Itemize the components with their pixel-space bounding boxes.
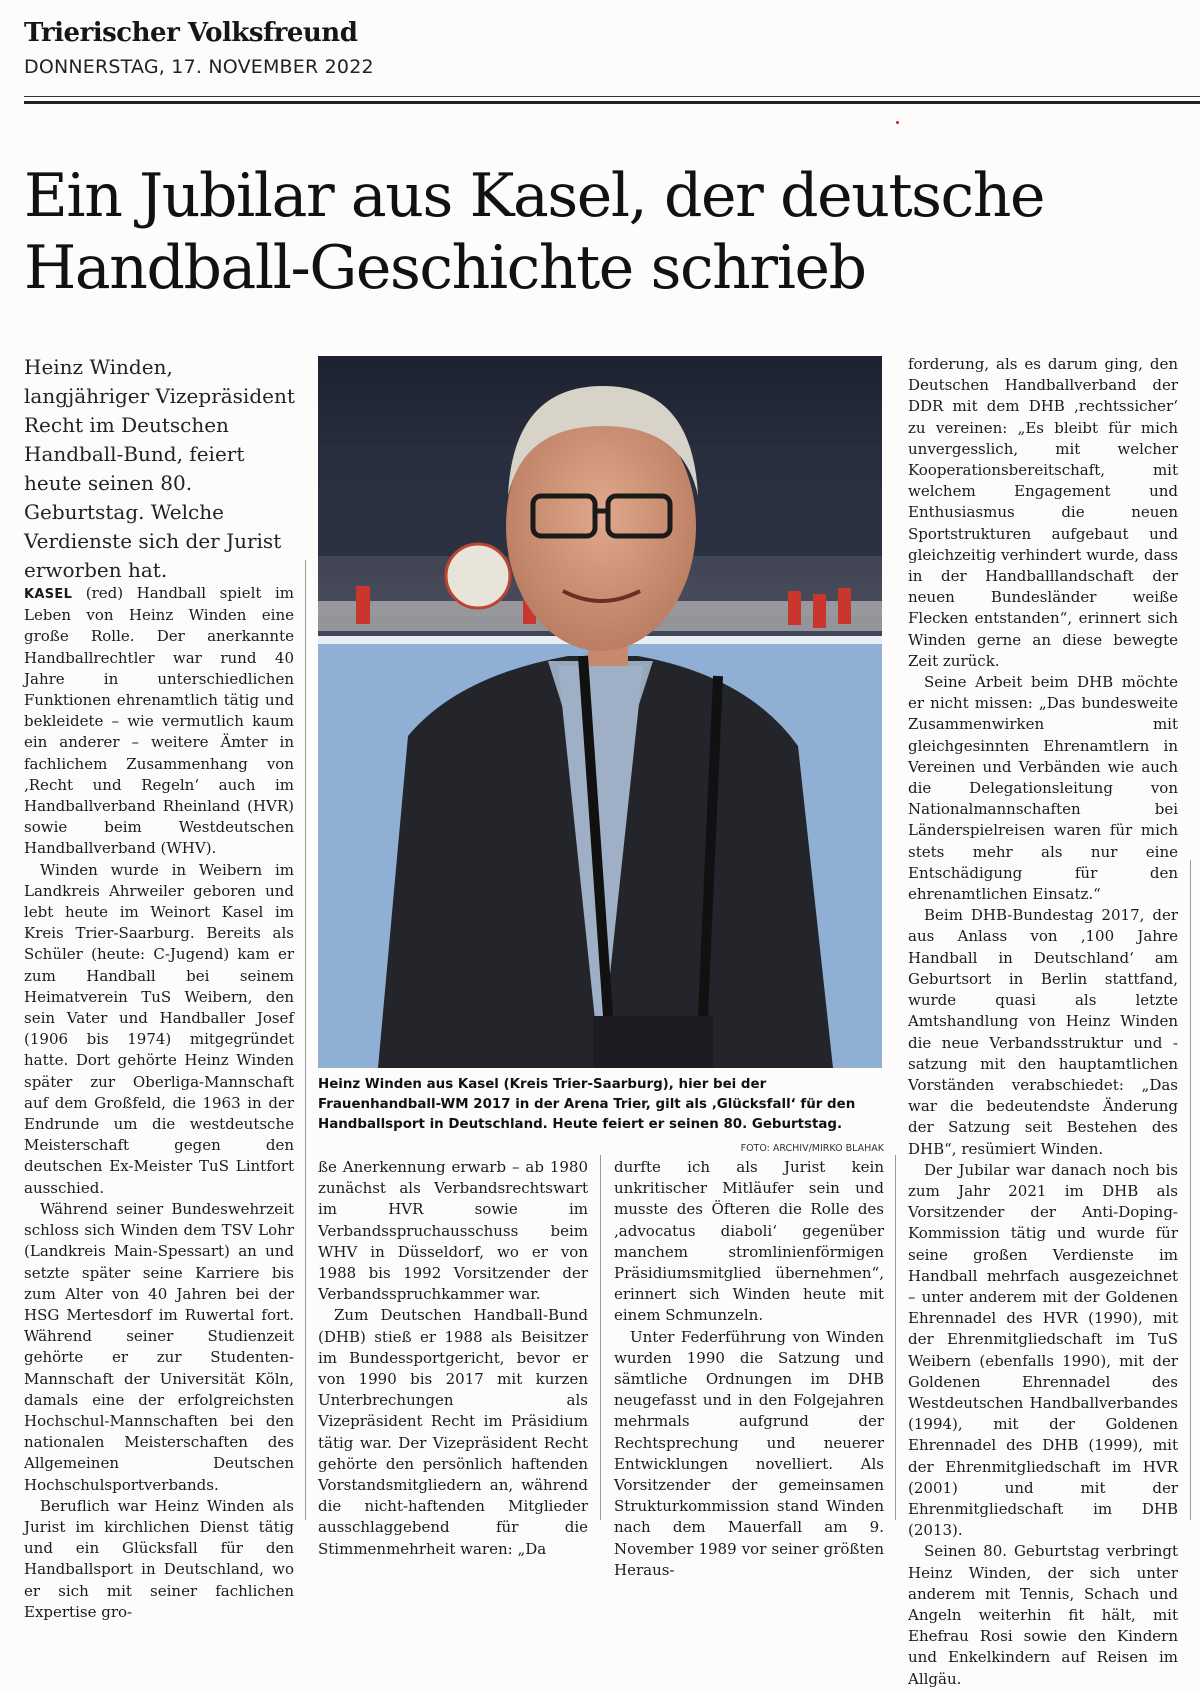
article-photo (318, 356, 882, 1068)
article-column-2 (318, 1157, 588, 1560)
lead-paragraph (24, 583, 294, 860)
column-divider (600, 1155, 601, 1520)
article-dateline: KASEL (24, 587, 73, 602)
body-paragraph: Während seiner Bundeswehrzeit schloss sich Winden dem TSV Lohr (Landkreis Main-Spessart) an und setzte später seine Karriere bis zum Alter von 40 Jahren bei der HSG Mertesdorf im Ruwertal fort. Während seiner Studienzeit gehörte er zur Studenten-Mannschaft der Universität Köln, damals eine der erfolgreichsten Hochschul-Mannschaften bei den nationalen Meisterschaften des Allgemeinen Deutschen Hochschulsportverbands. (24, 1199, 294, 1494)
body-paragraph: Zum Deutschen Handball-Bund (DHB) stieß er 1988 als Beisitzer im Bundessportgericht, bevor er von 1990 bis 2017 mit kurzen Unterbrechungen als Vizepräsident Recht im Präsidium tätig war. Der Vizepräsident Recht gehörte den persönlich haftenden Vorstandsmitgliedern an, während die nicht-haftenden Mitglieder ausschlaggebend für die Stimmenmehrheit waren: „Da (318, 1306, 588, 1558)
body-paragraph: Seinen 80. Geburtstag verbringt Heinz Winden, der sich unter anderem mit Tennis, Schach und Angeln weiterhin fit hält, mit Ehefrau Rosi sowie den Kindern und Enkelkindern auf Reisen im Allgäu. (908, 1542, 1178, 1688)
article-column-4 (908, 354, 1178, 1690)
body-paragraph: durfte ich als Jurist kein unkritischer Mitläufer sein und musste des Öfteren die Rolle des ‚advocatus diaboli‘ gegenüber manchem stromlinienförmigen Präsidiumsmitglied übernehmen“, erinnert sich Winden heute mit einem Schmunzeln. (614, 1158, 884, 1325)
body-paragraph: ße Anerkennung erwarb – ab 1980 zunächst als Verbandsrechtswart im HVR sowie im Verbandsspruchausschuss beim WHV in Düsseldorf, wo er von 1988 bis 1992 Vorsitzender der Verbandsspruchkammer war. (318, 1158, 588, 1304)
issue-date: DONNERSTAG, 17. NOVEMBER 2022 (24, 56, 374, 78)
body-paragraph: Unter Federführung von Winden wurden 1990 die Satzung und sämtliche Ordnungen im DHB neugefasst und in den Folgejahren mehrmals aufgrund der Rechtsprechung und neuerer Entwicklungen novelliert. Als Vorsitzender der gemeinsamen Strukturkommission stand Winden nach dem Mauerfall am 9. November 1989 vor seiner größten Heraus- (614, 1327, 884, 1579)
lead-paragraph-text: (red) Handball spielt im Leben von Heinz Winden eine große Rolle. Der anerkannte Handballrechtler war rund 40 Jahre in unterschiedlichen Funktionen ehrenamtlich tätig und bekleidete – wie vermutlich kaum ein anderer – weitere Ämter in fachlichem Zusammenhang von ‚Recht und Regeln‘ auch im Handballverband Rheinland (HVR) sowie beim Westdeutschen Handballverband (WHV). (24, 584, 294, 858)
column-divider (895, 1155, 896, 1520)
newspaper-masthead: Trierischer Volksfreund (24, 18, 358, 48)
page-marker-dot (896, 121, 899, 124)
body-paragraph: forderung, als es darum ging, den Deutschen Handballverband der DDR mit dem DHB ‚rechtssicher‘ zu vereinen: „Es bleibt für mich unvergesslich, mit welcher Kooperationsbereitschaft, mit welchem Engagement und Enthusiasmus die neuen Sportstrukturen aufgebaut und gleichzeitig verhindert wurde, dass in der Handballlandschaft der neuen Bundesländer weiße Flecken entstanden“, erinnert sich Winden gerne an diese bewegte Zeit zurück. (908, 355, 1178, 670)
body-paragraph: Beim DHB-Bundestag 2017, der aus Anlass von ‚100 Jahre Handball in Deutschland‘ am Geburtsort in Berlin stattfand, wurde quasi als letzte Amtshandlung von Heinz Winden die neue Verbandsstruktur und -satzung mit den hauptamtlichen Vorständen verabschiedet: „Das war die bedeutendste Änderung der Satzung seit Bestehen des DHB“, resümiert Winden. (908, 906, 1178, 1158)
column-divider-right (1190, 860, 1191, 1520)
body-paragraph: Der Jubilar war danach noch bis zum Jahr 2021 im DHB als Vorsitzender der Anti-Doping-Kommission tätig und wurde für seine großen Verdienste im Handball mehrfach ausgezeichnet – unter anderem mit der Goldenen Ehrennadel des HVR (1990), mit der Ehrenmitgliedschaft im TuS Weibern (ebenfalls 1990), mit der Goldenen Ehrennadel des Westdeutschen Handballverbandes (1994), mit der Goldenen Ehrennadel des DHB (1999), mit der Ehrenmitgliedschaft im HVR (2001) und mit der Ehrenmitgliedschaft im DHB (2013). (908, 1160, 1178, 1540)
photo-caption (318, 1075, 884, 1159)
portrait-photo-illustration (318, 356, 882, 1068)
photo-caption-text: Heinz Winden aus Kasel (Kreis Trier-Saarburg), hier bei der Frauenhandball-WM 2017 in der Arena Trier, gilt als ‚Glücksfall‘ für den Handballsport in Deutschland. Heute feiert er seinen 80. Geburtstag. (318, 1077, 856, 1132)
article-column-1 (24, 583, 294, 1623)
photo-credit: FOTO: ARCHIV/MIRKO BLAHAK (740, 1143, 884, 1154)
article-headline: Ein Jubilar aus Kasel, der deutsche Handball-Geschichte schrieb (24, 161, 1045, 303)
body-paragraph: Beruflich war Heinz Winden als Jurist im kirchlichen Dienst tätig und ein Glücksfall für den Handballsport in Deutschland, wo er sich mit seiner fachlichen Expertise gro- (24, 1496, 294, 1621)
header-rule-thin (24, 96, 1200, 97)
body-paragraph: Seine Arbeit beim DHB möchte er nicht missen: „Das bundesweite Zusammenwirken mit gleichgesinnten Ehrenamtlern in Vereinen und Verbänden wie auch die Delegationsleitung von Nationalmannschaften bei Länderspielreisen waren für mich stets mehr als nur eine Entschädigung für den ehrenamtlichen Einsatz.“ (908, 673, 1178, 904)
article-intro: Heinz Winden, langjähriger Vizepräsident Recht im Deutschen Handball-Bund, feiert heute seinen 80. Geburtstag. Welche Verdienste sich der Jurist erworben hat. (24, 355, 295, 582)
article-column-3 (614, 1157, 884, 1581)
body-paragraph: Winden wurde in Weibern im Landkreis Ahrweiler geboren und lebt heute im Weinort Kasel im Kreis Trier-Saarburg. Bereits als Schüler (heute: C-Jugend) kam er zum Handball bei seinem Heimatverein TuS Weibern, den sein Vater und Handballer Josef (1906 bis 1974) mitgegründet hatte. Dort gehörte Heinz Winden später zur Oberliga-Mannschaft auf dem Großfeld, die 1963 in der Endrunde um die westdeutsche Meisterschaft gegen den deutschen Ex-Meister TuS Lintfort ausschied. (24, 860, 294, 1197)
column-divider (305, 560, 306, 1520)
header-rule-thick (24, 101, 1200, 104)
